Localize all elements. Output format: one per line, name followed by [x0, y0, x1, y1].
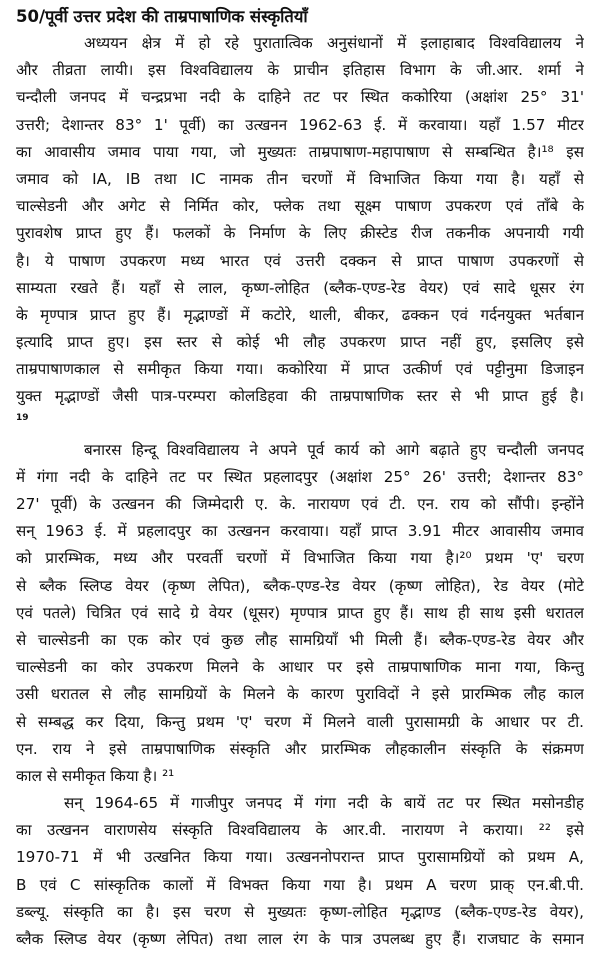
- text-line: युक्त मृद्भाण्डों जैसी पात्र-परम्परा कोलडिहवा की ताम्रपाषाणिक स्तर से भी प्राप्त हुई है।: [16, 387, 584, 406]
- paragraph-3: [16, 790, 584, 953]
- text-line: साम्यता रखते हैं। यहाँ से लाल, कृष्ण-लोहित (ब्लैक-एण्ड-रेड वेयर) एवं सादे धूसर रंग: [16, 278, 584, 297]
- text-line: ब्लैक स्लिप्ड वेयर (कृष्ण लेपित) तथा लाल रंग के पात्र उपलब्ध हुए हैं। राजघाट के समान: [16, 930, 584, 948]
- text-line: है। ये पाषाण उपकरण मध्य भारत एवं उत्तरी दक्कन से प्राप्त पाषाण उपकरणों से: [16, 251, 584, 270]
- text-line: से ब्लैक स्लिप्ड वेयर (कृष्ण लेपित), ब्लैक-एण्ड-रेड वेयर (कृष्ण लोहित), रेड वेयर (मोटे: [16, 576, 584, 595]
- text-line: एवं पतले) चित्रित एवं सादे ग्रे वेयर (धूसर) मृण्पात्र प्राप्त हुए हैं। साथ ही साथ इसी धरातल: [16, 603, 584, 622]
- text-line: चन्दौली जनपद में चन्द्रप्रभा नदी के दाहिने तट पर स्थित ककोरिया (अक्षांश 25° 31': [16, 88, 584, 107]
- text-line: 27' पूर्वी) के उत्खनन की जिम्मेदारी ए. के. नारायण एवं टी. एन. राय को सौंपी। इन्होंने: [16, 495, 584, 513]
- text-line: और तीव्रता लायी। इस विश्वविद्यालय के प्राचीन इतिहास विभाग के जी.आर. शर्मा ने: [16, 61, 584, 80]
- text-line: से चाल्सेडनी का एक कोर एवं कुछ लौह सामग्रियाँ भी मिली हैं। ब्लैक-एण्ड-रेड वेयर और: [16, 630, 584, 649]
- text-line: सन् 1963 ई. में प्रहलादपुर का उत्खनन करवाया। यहाँ प्राप्त 3.91 मीटर आवासीय जमाव: [16, 522, 584, 541]
- text-line: पुरावशेष प्राप्त हुए हैं। फलकों के निर्माण के लिए क्रीस्टेड रीज तकनीक अपनायी गयी: [16, 224, 584, 243]
- paragraph-1: [16, 30, 584, 425]
- text-line: अध्ययन क्षेत्र में हो रहे पुरातात्विक अनुसंधानों में इलाहाबाद विश्वविद्यालय ने: [84, 34, 584, 52]
- text-line: जमाव को IA, IB तथा IC नामक तीन चरणों में विभाजित किया गया है। यहाँ से: [16, 169, 584, 188]
- text-line: काल से समीकृत किया है। ²¹: [16, 766, 175, 785]
- text-line: 1970-71 में भी उत्खनित किया गया। उत्खननोपरान्त प्राप्त पुरासामग्रियों को प्रथम A,: [16, 848, 584, 867]
- text-line: के मृण्पात्र प्राप्त हुए हैं। मृद्भाण्डों में कटोरे, थाली, बीकर, ढक्कन एवं गर्दनयुक्त भर्तबान: [16, 305, 584, 324]
- text-line: चाल्सेडनी का कोर उपकरण मिलने के आधार पर इसे ताम्रपाषाणिक माना गया, किन्तु: [16, 658, 584, 677]
- text-line: बनारस हिन्दू विश्वविद्यालय ने अपने पूर्व कार्य को आगे बढ़ाते हुए चन्दौली जनपद: [84, 440, 584, 459]
- text-line: डब्ल्यू. संस्कृति का है। इस चरण से मुख्यतः कृष्ण-लोहित मृद्भाण्ड (ब्लैक-एण्ड-रेड वेयर),: [16, 902, 584, 921]
- text-line: से सम्बद्ध कर दिया, किन्तु प्रथम 'ए' चरण में मिलने वाली पुरासामग्री के आधार पर टी.: [16, 712, 584, 731]
- paragraph-2: [16, 437, 584, 790]
- text-line: एन. राय ने इसे ताम्रपाषाणिक संस्कृति और प्रारम्भिक लौहकालीन संस्कृति के संक्रमण: [16, 739, 584, 758]
- text-line: का आवासीय जमाव पाया गया, जो मुख्यतः ताम्रपाषाण-महापाषाण से सम्बन्धित है।¹⁸ इस: [16, 142, 584, 161]
- page-heading: 50/पूर्वी उत्तर प्रदेश की ताम्रपाषाणिक संस्कृतियाँ: [16, 7, 308, 26]
- text-line: को प्रारम्भिक, मध्य और परवर्ती चरणों में विभाजित किया गया है।²⁰ प्रथम 'ए' चरण: [16, 549, 584, 568]
- page-content: [16, 6, 584, 953]
- text-line: उत्तरी; देशान्तर 83° 1' पूर्वी) का उत्खनन 1962-63 ई. में करवाया। यहाँ 1.57 मीटर: [16, 115, 584, 134]
- text-line: में गंगा नदी के दाहिने तट पर स्थित प्रहलादपुर (अक्षांश 25° 26' उत्तरी; देशान्तर 83°: [16, 467, 584, 486]
- text-line: ताम्रपाषाणकाल से समीकृत किया गया। ककोरिया में प्राप्त उत्कीर्ण एवं पट्टीनुमा डिजाइन: [16, 360, 584, 379]
- footnote-marker: 19: [16, 412, 29, 423]
- text-line: उसी धरातल से लौह सामग्रियों के मिलने के कारण पुराविदों ने इसे प्रारम्भिक लौह काल: [16, 685, 584, 704]
- text-line: चाल्सेडनी और अगेट से निर्मित कोर, फ्लेक तथा सूक्ष्म पाषाण उपकरण एवं ताँबे के: [16, 197, 584, 216]
- text-line: का उत्खनन वाराणसेय संस्कृति विश्वविद्यालय के आर.वी. नारायण ने कराया। ²² इसे: [16, 821, 584, 840]
- paragraph-gap: [16, 425, 584, 437]
- text-line: सन् 1964-65 में गाजीपुर जनपद में गंगा नदी के बायें तट पर स्थित मसोनडीह: [64, 794, 584, 813]
- text-line: इत्यादि प्राप्त हुए। इस स्तर से कोई भी लौह उपकरण प्राप्त नहीं हुए, इसलिए इसे: [16, 333, 584, 352]
- text-line: B एवं C सांस्कृतिक कालों में विभक्त किया गया है। प्रथम A चरण प्राक् एन.बी.पी.: [16, 875, 584, 894]
